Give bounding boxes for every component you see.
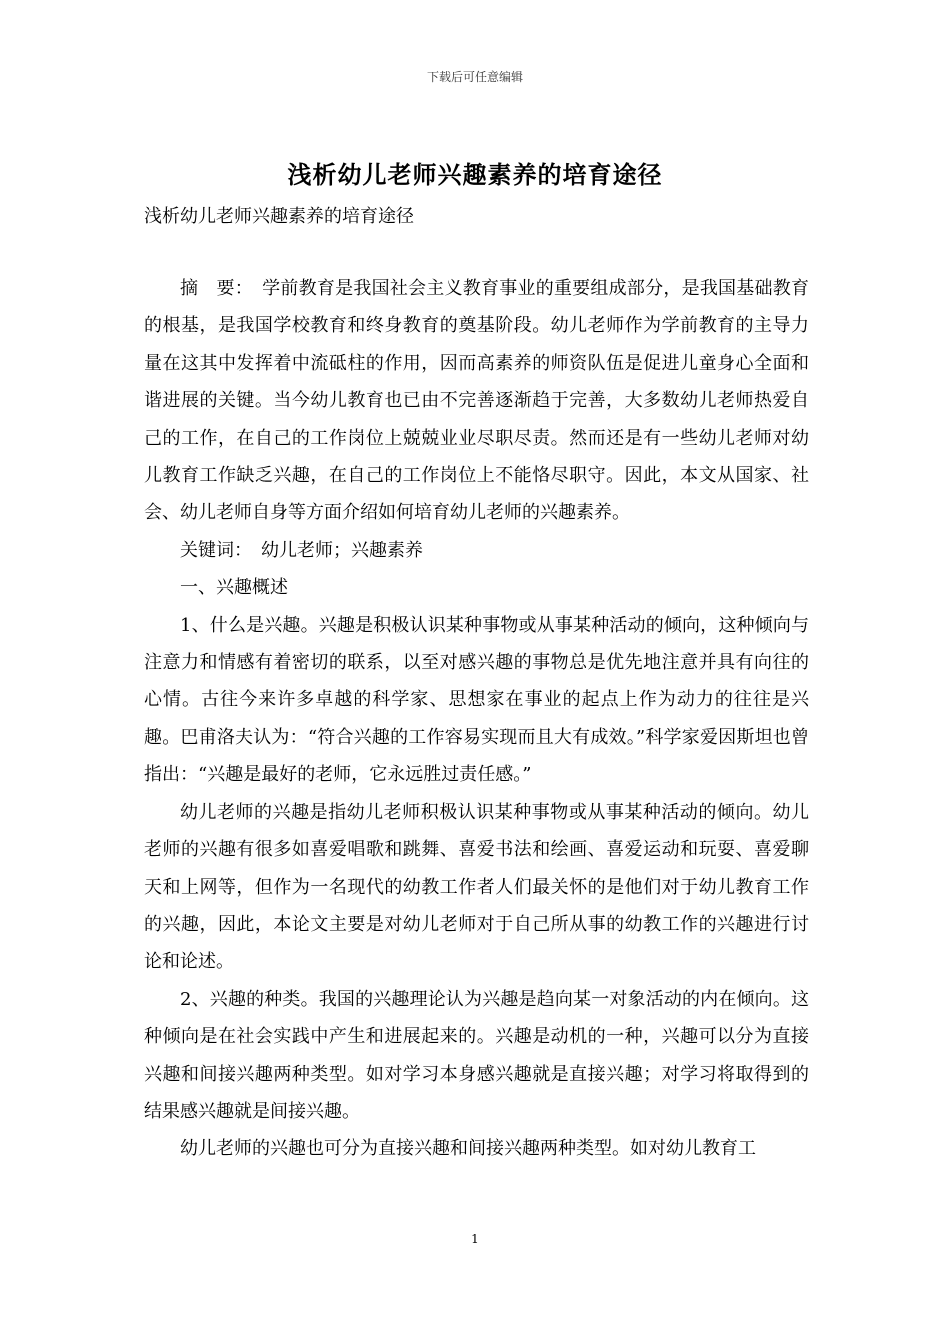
abstract-paragraph: 摘 要： 学前教育是我国社会主义教育事业的重要组成部分，是我国基础教育的根基，是我国学校教育和终身教育的奠基阶段。幼儿老师作为学前教育的主导力量在这其中发挥着中流砥柱的作用，因而高素养的师资队伍是促进儿童身心全面和谐进展的关键。当今幼儿教育也已由不完善逐渐趋于完善，大多数幼儿老师热爱自己的工作，在自己的工作岗位上兢兢业业尽职尽责。然而还是有一些幼儿老师对幼儿教育工作缺乏兴趣，在自己的工作岗位上不能恪尽职守。因此，本文从国家、社会、幼儿老师自身等方面介绍如何培育幼儿老师的兴趣素养。: [144, 278, 809, 524]
keywords-paragraph: 关键词： 幼儿老师；兴趣素养: [180, 539, 423, 561]
section-heading: 一、兴趣概述: [180, 577, 288, 599]
page-header-note: 下载后可任意编辑: [426, 70, 523, 84]
page-number: 1: [471, 1232, 479, 1246]
body-paragraph: 幼儿老师的兴趣是指幼儿老师积极认识某种事物或从事某种活动的倾向。幼儿老师的兴趣有很多如喜爱唱歌和跳舞、喜爱书法和绘画、喜爱运动和玩耍、喜爱聊天和上网等，但作为一名现代的幼教工作者人们最关怀的是他们对于幼儿教育工作的兴趣，因此，本论文主要是对幼儿老师对于自己所从事的幼教工作的兴趣进行讨论和论述。: [144, 801, 809, 973]
body-paragraph: 幼儿老师的兴趣也可分为直接兴趣和间接兴趣两种类型。如对幼儿教育工: [180, 1138, 756, 1160]
document-title: 浅析幼儿老师兴趣素养的培育途径: [287, 160, 663, 189]
document-body: [144, 270, 809, 1168]
document-subtitle: 浅析幼儿老师兴趣素养的培育途径: [144, 206, 414, 227]
body-paragraph: 1、什么是兴趣。兴趣是积极认识某种事物或从事某种活动的倾向，这种倾向与注意力和情感有着密切的联系，以至对感兴趣的事物总是优先地注意并具有向往的心情。古往今来许多卓越的科学家、思想家在事业的起点上作为动力的往往是兴趣。巴甫洛夫认为：“符合兴趣的工作容易实现而且大有成效。”科学家爱因斯坦也曾指出：“兴趣是最好的老师，它永远胜过责任感。”: [144, 614, 809, 786]
body-paragraph: 2、兴趣的种类。我国的兴趣理论认为兴趣是趋向某一对象活动的内在倾向。这种倾向是在社会实践中产生和进展起来的。兴趣是动机的一种，兴趣可以分为直接兴趣和间接兴趣两种类型。如对学习本身感兴趣就是直接兴趣；对学习将取得到的结果感兴趣就是间接兴趣。: [144, 988, 809, 1122]
